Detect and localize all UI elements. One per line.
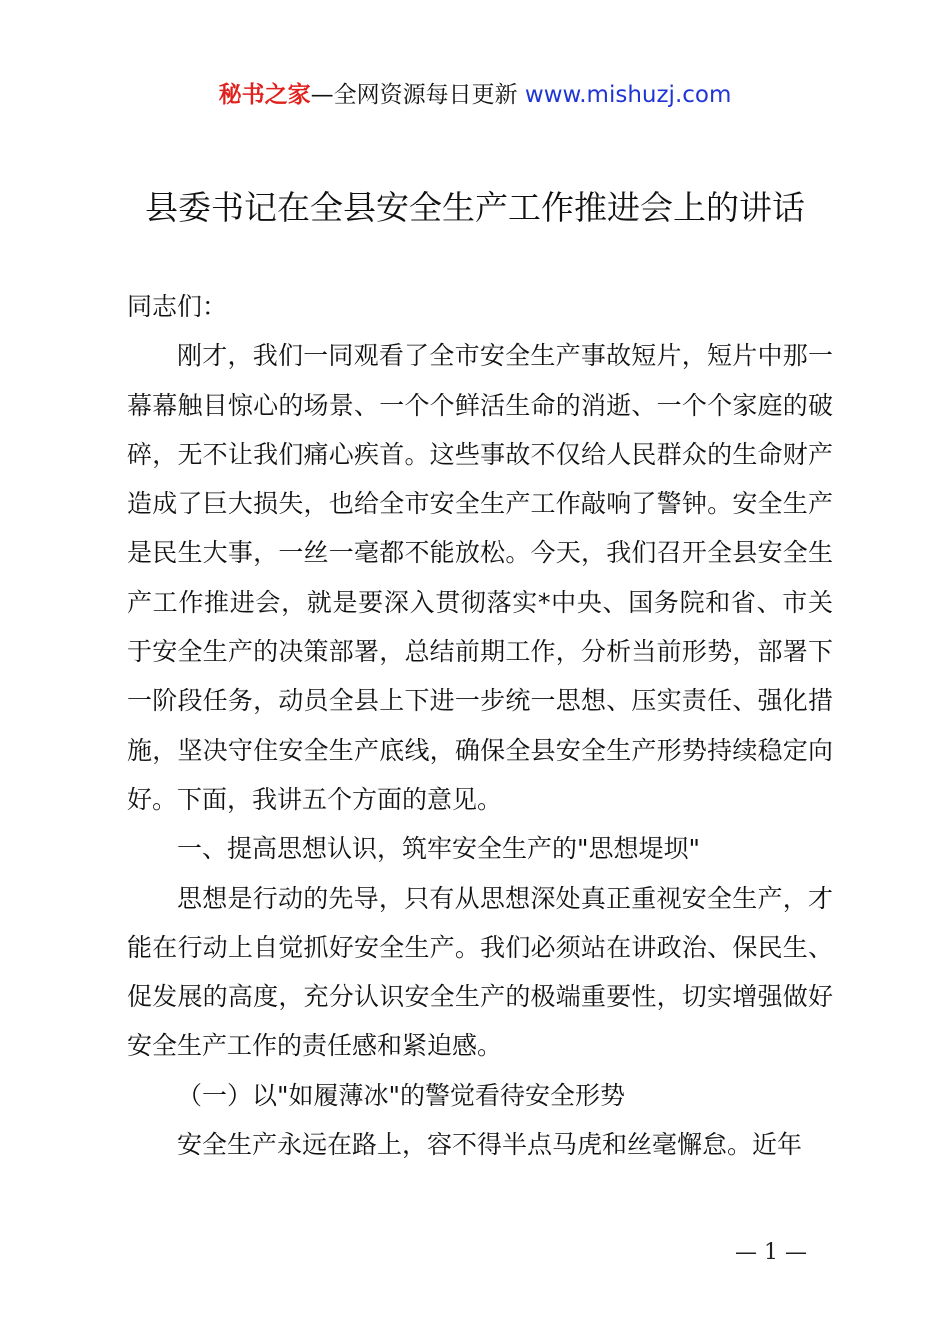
paragraph: 思想是行动的先导，只有从思想深处真正重视安全生产，才能在行动上自觉抓好安全生产。我们必须站在讲政治、保民生、促发展的高度，充分认识安全生产的极端重要性，切实增强做好安全生产工作的责任感和紧迫感。 xyxy=(127,883,833,1061)
site-banner xyxy=(0,78,950,112)
document-body xyxy=(127,282,833,1169)
site-tagline: —全网资源每日更新 xyxy=(310,82,518,108)
paragraph: 刚才，我们一同观看了全市安全生产事故短片，短片中那一幕幕触目惊心的场景、一个个鲜活生命的消逝、一个个家庭的破碎，无不让我们痛心疾首。这些事故不仅给人民群众的生命财产造成了巨大损失，也给全市安全生产工作敲响了警钟。安全生产是民生大事，一丝一毫都不能放松。今天，我们召开全县安全生产工作推进会，就是要深入贯彻落实*中央、国务院和省、市关于安全生产的决策部署，总结前期工作，分析当前形势，部署下一阶段任务，动员全县上下进一步统一思想、压实责任、强化措施，坚决守住安全生产底线，确保全县安全生产形势持续稳定向好。下面，我讲五个方面的意见。 xyxy=(127,341,833,814)
document-title: 县委书记在全县安全生产工作推进会上的讲话 xyxy=(145,188,805,227)
salutation: 同志们： xyxy=(127,292,228,321)
paragraph: 安全生产永远在路上，容不得半点马虎和丝毫懈怠。近年 xyxy=(177,1130,803,1160)
subsection-heading: （一）以"如履薄冰"的警觉看待安全形势 xyxy=(177,1080,625,1110)
section-heading: 一、提高思想认识，筑牢安全生产的"思想堤坝" xyxy=(177,834,700,864)
site-brand: 秘书之家 xyxy=(218,82,311,108)
page-number: — 1 — xyxy=(735,1240,807,1265)
site-url-link[interactable]: www.mishuzj.com xyxy=(524,82,732,108)
